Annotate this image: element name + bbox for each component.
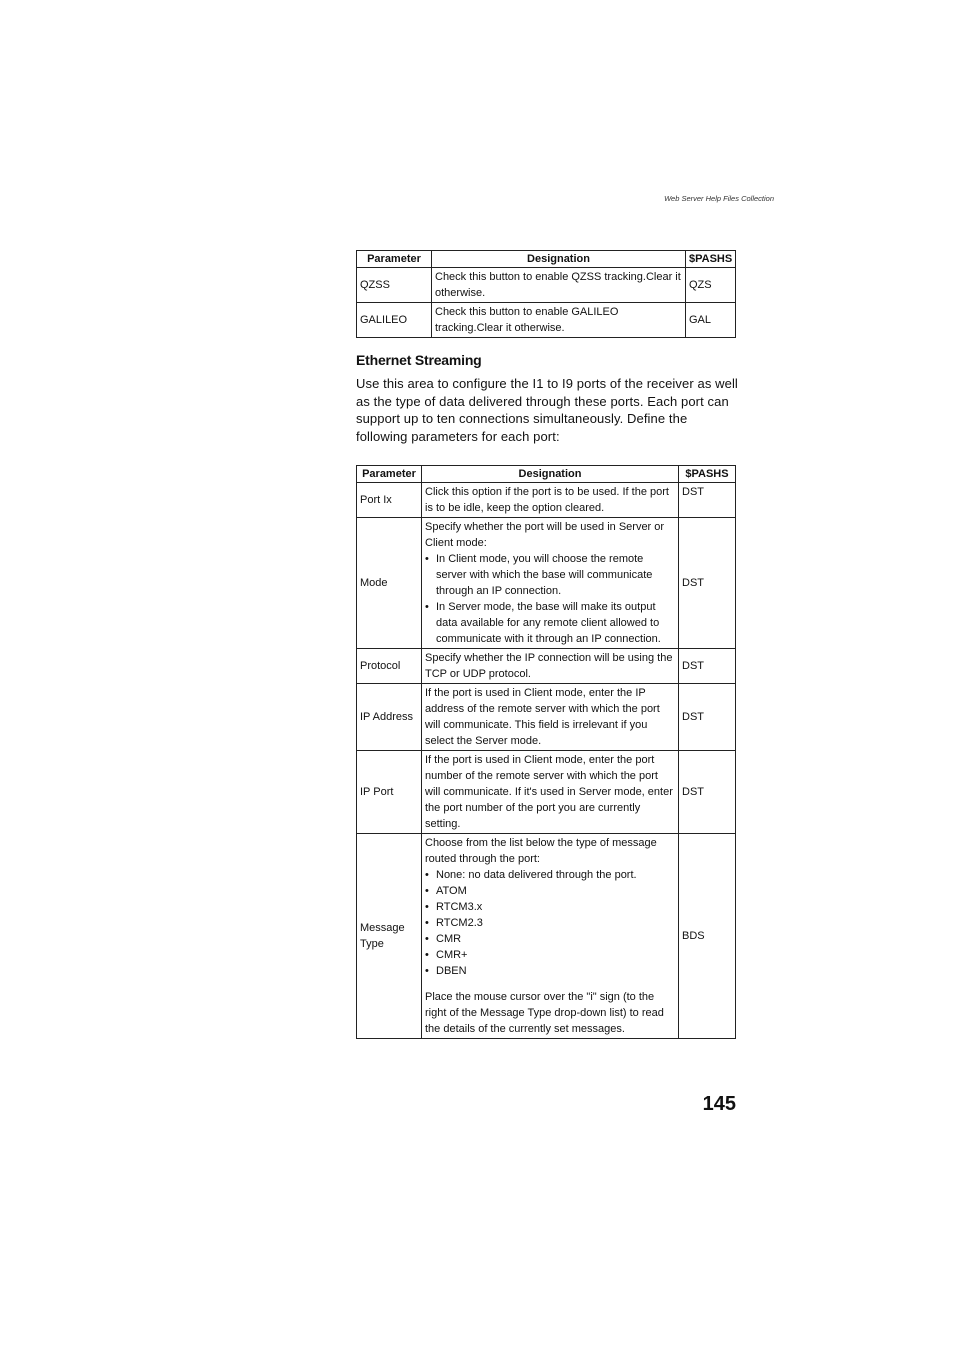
designation-cell: If the port is used in Client mode, enter the port number of the remote server with which the port will communicate. If it's used in Server mode, enter the port number of the port you are currently setting.	[422, 751, 679, 834]
bullet-list	[425, 551, 675, 647]
parameter-cell: Protocol	[357, 649, 422, 684]
table-row	[357, 684, 736, 751]
designation-cell	[422, 834, 679, 1039]
list-item: • RTCM3.x	[425, 899, 675, 915]
designation-cell: Check this button to enable QZSS tracking.Clear it otherwise.	[432, 268, 686, 303]
designation-text: Specify whether the port will be used in Server or Client mode:	[425, 521, 665, 549]
parameter-cell: QZSS	[357, 268, 432, 303]
parameter-cell: Mode	[357, 518, 422, 649]
pashs-cell: QZS	[686, 268, 736, 303]
table-header-row	[357, 466, 736, 483]
list-item: • ATOM	[425, 883, 675, 899]
column-header-designation: Designation	[432, 251, 686, 268]
list-item: • None: no data delivered through the port.	[425, 867, 675, 883]
pashs-cell: DST	[679, 649, 736, 684]
designation-text: Choose from the list below the type of message routed through the port:	[425, 837, 657, 865]
parameter-cell: IP Port	[357, 751, 422, 834]
designation-note: Place the mouse cursor over the "i" sign (to the right of the Message Type drop-down list) to read the details of the currently set messages.	[425, 991, 664, 1035]
column-header-designation: Designation	[422, 466, 679, 483]
pashs-cell: DST	[679, 751, 736, 834]
parameter-cell: IP Address	[357, 684, 422, 751]
table-row	[357, 649, 736, 684]
parameter-cell: GALILEO	[357, 303, 432, 338]
gnss-parameters-table	[356, 250, 736, 338]
list-item: • In Client mode, you will choose the remote server with which the base will communicate through an IP connection.	[425, 551, 675, 599]
table-header-row	[357, 251, 736, 268]
column-header-parameter: Parameter	[357, 466, 422, 483]
pashs-cell: DST	[679, 684, 736, 751]
column-header-parameter: Parameter	[357, 251, 432, 268]
pashs-cell: DST	[679, 518, 736, 649]
table-row	[357, 483, 736, 518]
pashs-cell: DST	[679, 483, 736, 518]
designation-cell: Specify whether the IP connection will be using the TCP or UDP protocol.	[422, 649, 679, 684]
list-item: • CMR+	[425, 947, 675, 963]
bullet-list	[425, 867, 675, 979]
designation-cell: Click this option if the port is to be used. If the port is to be idle, keep the option cleared.	[422, 483, 679, 518]
list-item: • RTCM2.3	[425, 915, 675, 931]
designation-cell	[422, 518, 679, 649]
pashs-cell: BDS	[679, 834, 736, 1039]
list-item: • CMR	[425, 931, 675, 947]
column-header-pashs: $PASHS	[686, 251, 736, 268]
column-header-pashs: $PASHS	[679, 466, 736, 483]
table-row	[357, 834, 736, 1039]
section-intro: Use this area to configure the I1 to I9 ports of the receiver as well as the type of data delivered through these ports. Each port can support up to ten connections simultaneously. Define the following parameters for each port:	[356, 376, 738, 444]
designation-cell: If the port is used in Client mode, enter the IP address of the remote server with which the port will communicate. This field is irrelevant if you select the Server mode.	[422, 684, 679, 751]
designation-cell: Check this button to enable GALILEO tracking.Clear it otherwise.	[432, 303, 686, 338]
list-item: • DBEN	[425, 963, 675, 979]
table-row	[357, 751, 736, 834]
ethernet-streaming-table	[356, 465, 736, 1039]
section-title: Ethernet Streaming	[356, 352, 482, 368]
running-header: Web Server Help Files Collection	[664, 194, 774, 203]
list-item: • In Server mode, the base will make its output data available for any remote client allowed to communicate with it through an IP connection.	[425, 599, 675, 647]
parameter-cell: Message Type	[357, 834, 422, 1039]
table-row	[357, 268, 736, 303]
table-row	[357, 303, 736, 338]
pashs-cell: GAL	[686, 303, 736, 338]
page-number: 145	[702, 1093, 736, 1115]
parameter-cell: Port Ix	[357, 483, 422, 518]
table-row	[357, 518, 736, 649]
